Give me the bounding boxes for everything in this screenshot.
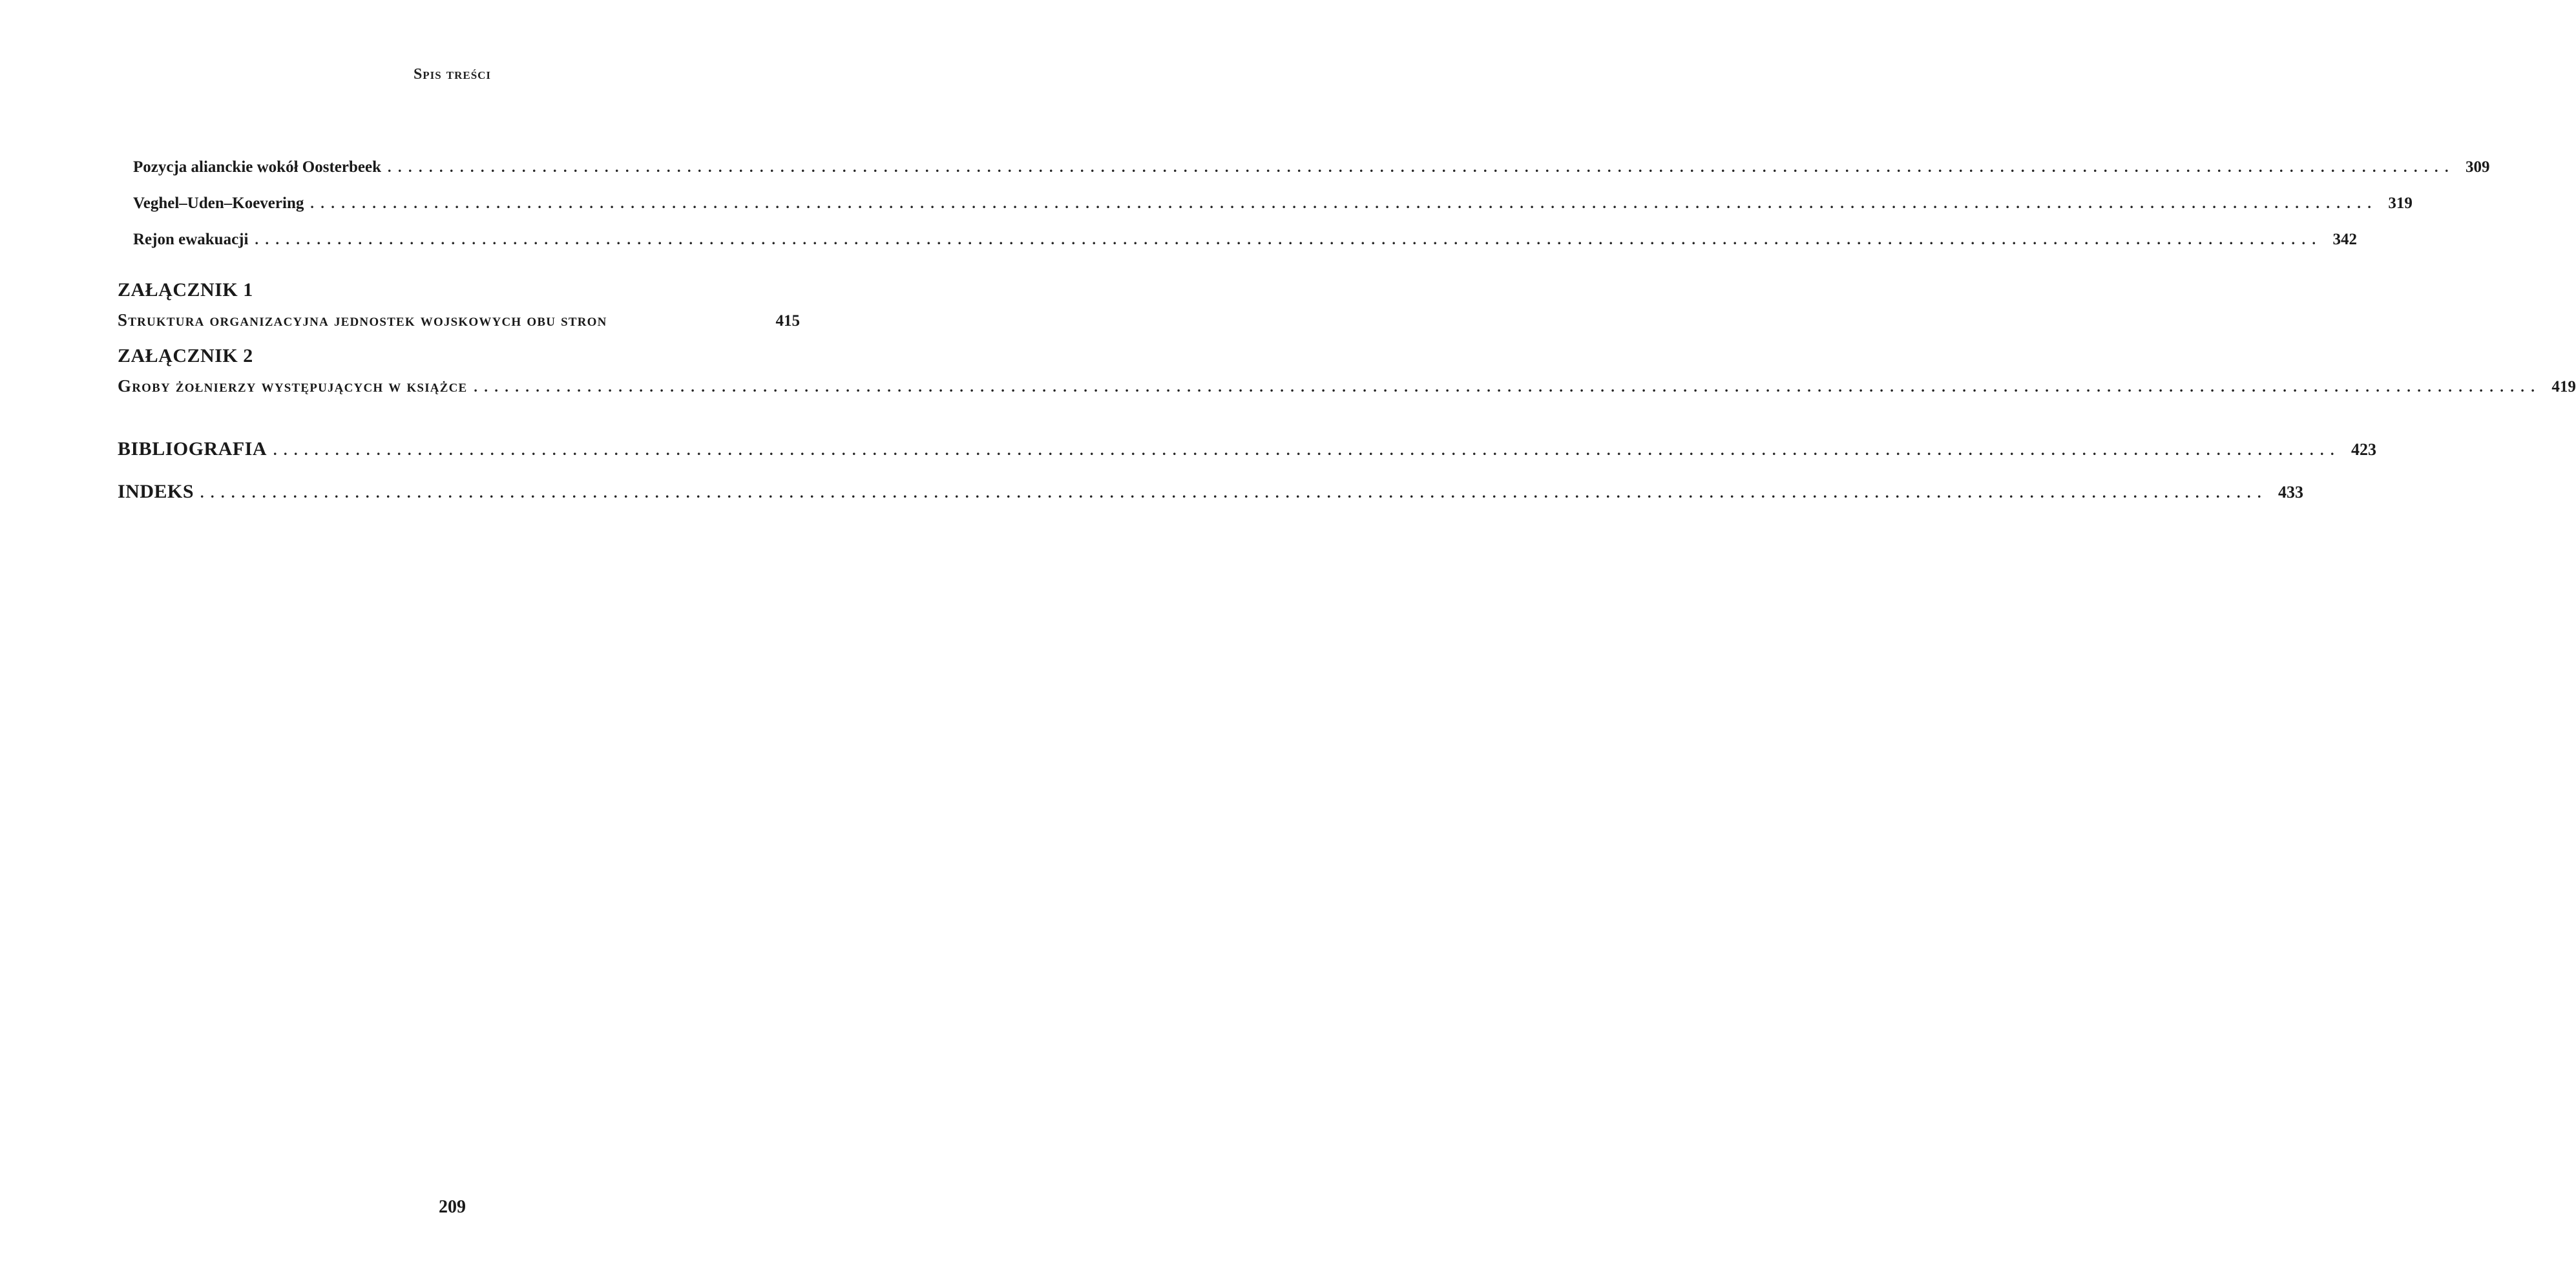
annex-page: 415 (775, 312, 800, 330)
chapter-page: 423 (2351, 440, 2377, 459)
running-head: Spis treści (413, 66, 492, 83)
toc-entry-title: Veghel–Uden–Koevering (133, 195, 304, 212)
dot-leader: ........................................................................................................................................................................................................ (255, 231, 2323, 248)
toc-entry-page: 319 (2388, 195, 2413, 212)
toc-entry-title: Pozycja alianckie wokół Oosterbeek (133, 158, 381, 176)
dot-leader: ........................................................................................................................................................................................................ (200, 485, 2268, 501)
chapter-entry (118, 438, 2377, 460)
annex-title: Struktura organizacyjna jednostek wojskowych obu stron (118, 310, 607, 330)
toc-entry-title: Rejon ewakuacji (133, 231, 249, 248)
toc-entry (133, 195, 2413, 213)
annex-title: Groby żołnierzy występujących w książce (118, 376, 468, 396)
page-number: 209 (439, 1197, 466, 1217)
toc-entry-page: 342 (2332, 231, 2357, 248)
annex-entry (118, 376, 2576, 396)
annex-entry (118, 310, 800, 330)
dot-leader: ........................................................................................................................................................................................................ (387, 159, 2455, 175)
annex-label: ZAŁĄCZNIK 1 (118, 279, 253, 301)
chapter-title: BIBLIOGRAFIA (118, 438, 267, 460)
toc-entry (133, 158, 2490, 176)
chapter-entry (118, 481, 2304, 503)
dot-leader: ........................................................................................................................................................................................................ (474, 379, 2542, 395)
toc-entry-page: 309 (2465, 158, 2490, 176)
dot-leader: ........................................................................................................................................................................................................ (310, 195, 2378, 211)
toc-entry (133, 231, 2357, 249)
chapter-title: INDEKS (118, 481, 194, 502)
annex-page: 419 (2551, 378, 2576, 396)
dot-leader: ........................................................................................................................................................................................................ (273, 442, 2341, 458)
chapter-page: 433 (2278, 483, 2304, 502)
annex-label: ZAŁĄCZNIK 2 (118, 345, 253, 366)
